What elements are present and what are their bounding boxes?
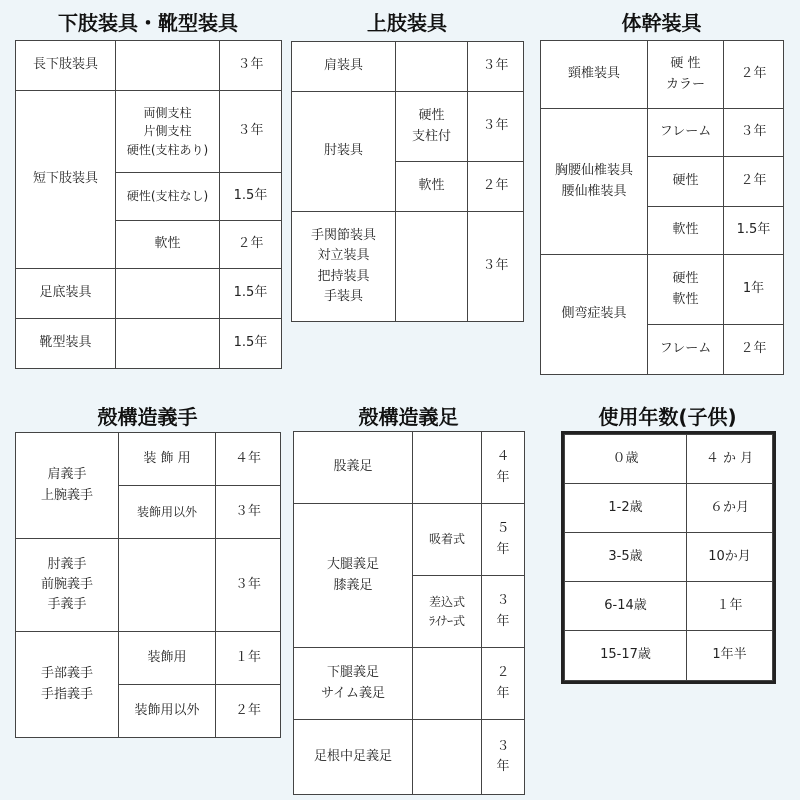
elbow-brace-years-1: ３年 [468, 92, 524, 162]
lower-limb-table [15, 40, 282, 369]
foot-orthosis-years: 1.5年 [220, 269, 282, 319]
hip-prosthesis-type [413, 432, 482, 504]
elbow-prosthesis-type [119, 539, 216, 632]
shoulder-prosthesis-years-1: ４年 [216, 433, 281, 486]
foot-orthosis-type [116, 269, 220, 319]
shoulder-prosthesis-years-2: ３年 [216, 486, 281, 539]
scoliosis-brace-label: 側弯症装具 [541, 255, 648, 375]
short-leg-years-1: ３年 [220, 91, 282, 173]
shoulder-prosthesis-type-1: 装 飾 用 [119, 433, 216, 486]
thigh-prosthesis-label: 大腿義足 膝義足 [294, 504, 413, 648]
children-title: 使用年数(子供) [598, 405, 737, 429]
child-period-3: １年 [687, 582, 773, 631]
shank-prosthesis-type [413, 648, 482, 720]
lower-limb-title: 下肢装具・靴型装具 [58, 11, 238, 35]
cervical-brace-label: 頸椎装具 [541, 41, 648, 109]
hand-brace-years: ３年 [468, 212, 524, 322]
upper-limb-table [291, 41, 524, 322]
cervical-brace-type: 硬 性 カラー [648, 41, 724, 109]
shoe-orthosis-label: 靴型装具 [16, 319, 116, 369]
child-period-2: 10か月 [687, 533, 773, 582]
partial-hand-prosthesis-years-2: ２年 [216, 685, 281, 738]
child-age-0: ０歳 [565, 435, 687, 484]
thigh-prosthesis-type-1: 吸着式 [413, 504, 482, 576]
child-period-4: 1年半 [687, 631, 773, 681]
shoulder-prosthesis-type-2: 装飾用以外 [119, 486, 216, 539]
elbow-prosthesis-years: ３年 [216, 539, 281, 632]
shoulder-brace-label: 肩装具 [292, 42, 396, 92]
foot-prosthesis-type [413, 720, 482, 795]
elbow-brace-type-1: 硬性 支柱付 [396, 92, 468, 162]
prosthetic-leg-title: 殻構造義足 [358, 405, 459, 429]
shoe-orthosis-type [116, 319, 220, 369]
partial-hand-prosthesis-type-2: 装飾用以外 [119, 685, 216, 738]
thigh-prosthesis-type-2: 差込式 ﾗｲﾅｰ式 [413, 576, 482, 648]
child-age-3: 6-14歳 [565, 582, 687, 631]
short-leg-type-2: 硬性(支柱なし) [116, 173, 220, 221]
long-leg-brace-type [116, 41, 220, 91]
foot-orthosis-label: 足底装具 [16, 269, 116, 319]
hand-brace-type [396, 212, 468, 322]
upper-limb-title: 上肢装具 [367, 11, 447, 35]
scoliosis-brace-years-1: 1年 [724, 255, 784, 325]
prosthetic-leg-table [293, 431, 525, 795]
scoliosis-brace-type-2: フレーム [648, 325, 724, 375]
child-period-1: ６か月 [687, 484, 773, 533]
partial-hand-prosthesis-type-1: 装飾用 [119, 632, 216, 685]
child-age-1: 1-2歳 [565, 484, 687, 533]
short-leg-brace-label: 短下肢装具 [16, 91, 116, 269]
elbow-prosthesis-label: 肘義手 前腕義手 手義手 [16, 539, 119, 632]
shoulder-brace-years: ３年 [468, 42, 524, 92]
shank-prosthesis-label: 下腿義足 サイム義足 [294, 648, 413, 720]
scoliosis-brace-type-1: 硬性 軟性 [648, 255, 724, 325]
thigh-prosthesis-years-2: ３ 年 [482, 576, 525, 648]
hand-brace-label: 手関節装具 対立装具 把持装具 手装具 [292, 212, 396, 322]
child-period-0: ４ か 月 [687, 435, 773, 484]
trunk-table [540, 40, 784, 375]
lumbar-brace-type-1: フレーム [648, 109, 724, 157]
children-table [564, 434, 773, 681]
lumbar-brace-type-3: 軟性 [648, 207, 724, 255]
shoe-orthosis-years: 1.5年 [220, 319, 282, 369]
long-leg-brace-label: 長下肢装具 [16, 41, 116, 91]
scoliosis-brace-years-2: ２年 [724, 325, 784, 375]
prosthetic-hand-table [15, 432, 281, 738]
partial-hand-prosthesis-years-1: １年 [216, 632, 281, 685]
lumbar-brace-years-2: ２年 [724, 157, 784, 207]
shoulder-prosthesis-label: 肩義手 上腕義手 [16, 433, 119, 539]
short-leg-years-2: 1.5年 [220, 173, 282, 221]
trunk-title: 体幹装具 [621, 11, 702, 35]
hip-prosthesis-label: 股義足 [294, 432, 413, 504]
lumbar-brace-type-2: 硬性 [648, 157, 724, 207]
child-age-4: 15-17歳 [565, 631, 687, 681]
foot-prosthesis-years: ３ 年 [482, 720, 525, 795]
thigh-prosthesis-years-1: ５ 年 [482, 504, 525, 576]
elbow-brace-label: 肘装具 [292, 92, 396, 212]
cervical-brace-years: ２年 [724, 41, 784, 109]
shoulder-brace-type [396, 42, 468, 92]
short-leg-years-3: ２年 [220, 221, 282, 269]
partial-hand-prosthesis-label: 手部義手 手指義手 [16, 632, 119, 738]
lumbar-brace-label: 胸腰仙椎装具 腰仙椎装具 [541, 109, 648, 255]
foot-prosthesis-label: 足根中足義足 [294, 720, 413, 795]
child-age-2: 3-5歳 [565, 533, 687, 582]
lumbar-brace-years-1: ３年 [724, 109, 784, 157]
short-leg-type-3: 軟性 [116, 221, 220, 269]
elbow-brace-type-2: 軟性 [396, 162, 468, 212]
hip-prosthesis-years: ４ 年 [482, 432, 525, 504]
short-leg-type-1: 両側支柱 片側支柱 硬性(支柱あり) [116, 91, 220, 173]
elbow-brace-years-2: ２年 [468, 162, 524, 212]
lumbar-brace-years-3: 1.5年 [724, 207, 784, 255]
long-leg-brace-years: ３年 [220, 41, 282, 91]
shank-prosthesis-years: ２ 年 [482, 648, 525, 720]
prosthetic-hand-title: 殻構造義手 [97, 405, 198, 429]
